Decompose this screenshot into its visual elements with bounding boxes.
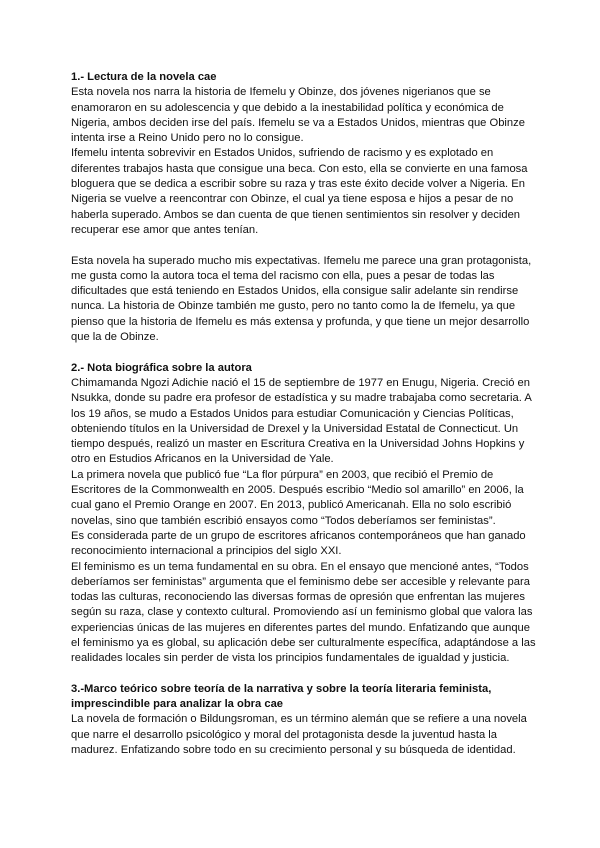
section-heading: 2.- Nota biográfica sobre la autora xyxy=(71,361,252,374)
section-nota-biografica xyxy=(71,361,541,667)
section-heading: 1.- Lectura de la novela cae xyxy=(71,71,217,83)
paragraph: El feminismo es un tema fundamental en su obra. En el ensayo que mencioné antes, “Todos deberíamos ser feministas” argumenta que el feminismo debe ser accesible y relevante para todas las culturas, reconociendo las diversas formas de opresión que enfrentan las mujeres según su raza, clase y contexto cultural. Promoviendo así un feminismo global que valora las experiencias únicas de las mujeres en diferentes partes del mundo. Enfatizando que aunque el feminismo ya es global, su aplicación debe ser culturalmente específica, adaptándose a las realidades locales sin perder de vista los principios fundamentales de igualdad y justicia. xyxy=(71,560,536,665)
paragraph: La novela de formación o Bildungsroman, es un término alemán que se refiere a una novela que narre el desarrollo psicológico y moral del protagonista desde la juventud hasta la madurez. Enfatizando sobre todo en su crecimiento personal y su búsqueda de identidad. xyxy=(71,713,527,757)
section-spacer xyxy=(71,667,541,682)
section-lectura xyxy=(71,70,541,345)
paragraph: Esta novela nos narra la historia de Ifemelu y Obinze, dos jóvenes nigerianos que se enamoraron en su adolescencia y que debido a la inestabilidad política y económica de Nigeria, ambos deciden irse del país. Ifemelu se va a Estados Unidos, mientras que Obinze intenta irse a Reino Unido pero no lo consigue. xyxy=(71,86,525,145)
paragraph: Chimamanda Ngozi Adichie nació el 15 de septiembre de 1977 en Enugu, Nigeria. Creció en Nsukka, donde su padre era profesor de estadística y su madre trabajaba como secretaria. A los 19 años, se mudo a Estados Unidos para estudiar Comunicación y Ciencias Políticas, obteniendo títulos en la Universidad de Drexel y la Universidad Estatal de Connecticut. Un tiempo después, realizó un master en Escritura Creativa en la Universidad Johns Hopkins y otro en Estudios Africanos en la Universidad de Yale. xyxy=(71,376,532,466)
section-heading: 3.-Marco teórico sobre teoría de la narrativa y sobre la teoría literaria feminista, imprescindible para analizar la obra cae xyxy=(71,682,492,711)
section-spacer xyxy=(71,345,541,360)
paragraph-spacer xyxy=(71,238,541,253)
paragraph: La primera novela que publicó fue “La flor púrpura” en 2003, que recibió el Premio de Escritores de la Commonwealth en 2005. Después escribio “Medio sol amarillo” en 2006, la cual gano el Premio Orange en 2007. En 2013, publicó Americanah. Ella no solo escribió novelas, sino que también escribió ensayos como “Todos deberíamos ser feministas”. xyxy=(71,468,524,527)
section-marco-teorico xyxy=(71,682,541,758)
paragraph: Ifemelu intenta sobrevivir en Estados Unidos, sufriendo de racismo y es explotado en diferentes trabajos hasta que consigue una beca. Con esto, ella se convierte en una famosa bloguera que se dedica a escribir sobre su raza y tras este éxito decide volver a Nigeria. En Nigeria se vuelve a reencontrar con Obinze, el cual ya tiene esposa e hijos a pesar de no haberla superado. Ambos se dan cuenta de que tienen sentimientos sin resolver y deciden recuperar ese amor que antes tenían. xyxy=(71,147,528,236)
paragraph: Es considerada parte de un grupo de escritores africanos contemporáneos que han ganado reconocimiento internacional a principios del siglo XXI. xyxy=(71,529,526,558)
paragraph: Esta novela ha superado mucho mis expectativas. Ifemelu me parece una gran protagonista, me gusta como la autora toca el tema del racismo con ella, pues a pesar de todas las dificultades que está teniendo en Estados Unidos, ella consigue salir adelante sin rendirse nunca. La historia de Obinze también me gusto, pero no tanto como la de Ifemelu, ya que pienso que la historia de Ifemelu es más extensa y profunda, y que tiene un mejor desarrollo que la de Obinze. xyxy=(71,254,532,344)
document-page xyxy=(71,70,541,758)
